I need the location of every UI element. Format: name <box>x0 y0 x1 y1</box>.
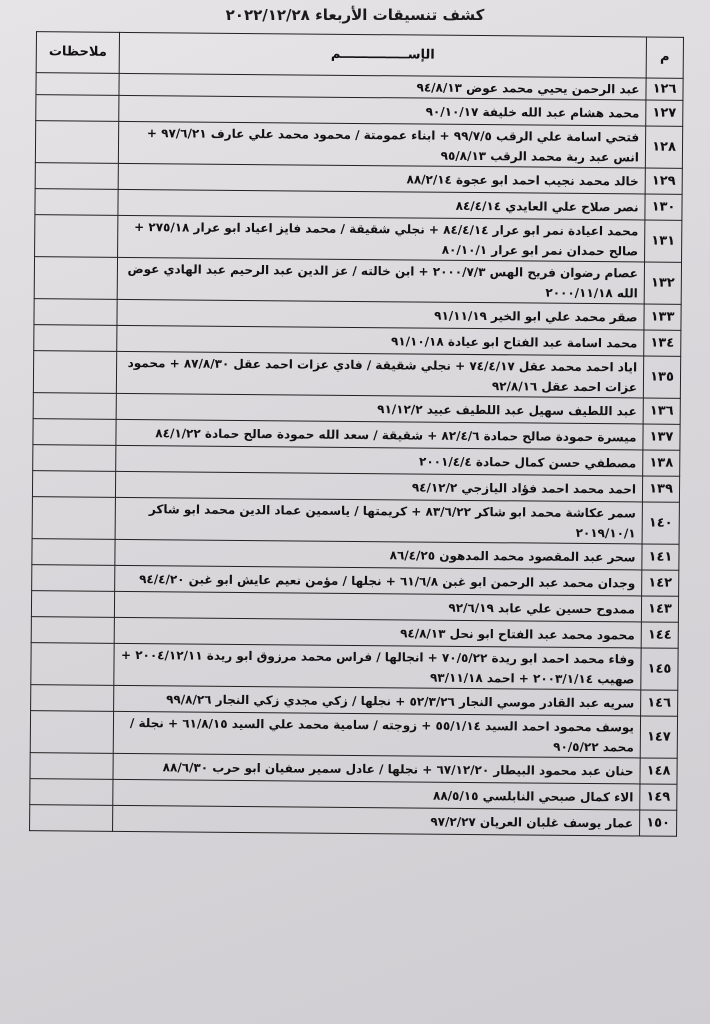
row-name: عبد اللطيف سهيل عبد اللطيف عبيد ٩١/١٢/٢ <box>116 393 643 424</box>
row-number: ١٤٣ <box>641 596 678 622</box>
row-name: نصر صلاح علي العايدي ٨٤/٤/١٤ <box>118 189 645 220</box>
row-notes <box>35 189 118 216</box>
table-row <box>35 121 682 169</box>
row-number: ١٣٦ <box>643 398 680 424</box>
row-notes <box>32 497 115 540</box>
row-number: ١٣٤ <box>644 330 681 356</box>
row-name: محمد هشام عبد الله خليفة ٩٠/١٠/١٧ <box>119 95 646 126</box>
table-row <box>34 257 681 305</box>
table-row <box>30 805 677 837</box>
row-notes <box>30 753 113 780</box>
row-number: ١٣٩ <box>642 476 679 502</box>
row-name: عصام رضوان فريح الهس ٢٠٠٠/٧/٣ + ابن خالته / عز الدين عبد الرحيم عبد الهادي عوض الله ٢٠٠٠/١١/١٨ <box>117 257 644 304</box>
row-notes <box>33 351 116 394</box>
row-name: وفاء محمد احمد ابو ريدة ٧٠/٥/٢٢ + انجالها / فراس محمد مرزوق ابو ريدة ٢٠٠٤/١٢/١١ + صهيب ٢٠٠٣/١/١٤ + احمد ٩٣/١١/١٨ <box>114 643 641 690</box>
row-number: ١٤٨ <box>640 758 677 784</box>
row-notes <box>33 445 116 472</box>
row-number: ١٣٥ <box>643 356 680 398</box>
row-notes <box>32 565 115 592</box>
row-notes <box>35 121 118 164</box>
row-notes <box>33 419 116 446</box>
row-number: ١٢٦ <box>646 78 683 100</box>
row-name: محمد اسامة عبد الفتاح ابو عيادة ٩١/١٠/١٨ <box>117 325 644 356</box>
row-name: صقر محمد علي ابو الخير ٩١/١١/١٩ <box>117 299 644 330</box>
row-number: ١٣٠ <box>645 194 682 220</box>
row-number: ١٣٨ <box>643 450 680 476</box>
row-number: ١٥٠ <box>640 810 677 836</box>
coordination-table <box>29 31 684 837</box>
row-number: ١٣١ <box>645 220 682 262</box>
row-number: ١٣٢ <box>644 262 681 304</box>
row-notes <box>35 215 118 258</box>
row-name: فتحي اسامة علي الرقب ٩٩/٧/٥ + ابناء عمومتة / محمود محمد علي عارف ٩٧/٦/٢١ + انس عبد ربة محمد الرقب ٩٥/٨/١٣ <box>118 121 645 168</box>
row-name: خالد محمد نجيب احمد ابو عجوة ٨٨/٢/١٤ <box>118 163 645 194</box>
row-number: ١٢٨ <box>645 126 682 168</box>
row-notes <box>31 617 114 644</box>
row-number: ١٤٧ <box>640 716 677 758</box>
row-number: ١٢٩ <box>645 168 682 194</box>
row-name: ميسرة حمودة صالح حمادة ٨٢/٤/٦ + شقيقة / سعد الله حمودة صالح حمادة ٨٤/١/٢٢ <box>116 419 643 450</box>
row-notes <box>31 643 114 686</box>
page-title: كشف تنسيقات الأربعاء ٢٠٢٢/١٢/٢٨ <box>225 6 485 24</box>
row-name: وجدان محمد عبد الرحمن ابو غبن ٦١/٦/٨ + نجلها / مؤمن نعيم عايش ابو غبن ٩٤/٤/٢٠ <box>115 565 642 596</box>
table-row <box>31 643 678 691</box>
row-name: سريه عبد القادر موسي النجار ٥٢/٣/٢٦ + نجلها / زكي مجدي زكي النجار ٩٩/٨/٢٦ <box>114 685 641 716</box>
row-notes <box>32 539 115 566</box>
table-row <box>32 497 679 545</box>
table-row <box>30 711 677 759</box>
row-notes <box>34 257 117 300</box>
row-name: مصطفي حسن كمال حمادة ٢٠٠١/٤/٤ <box>116 445 643 476</box>
row-notes <box>30 711 113 754</box>
row-name: سحر عبد المقصود محمد المدهون ٨٦/٤/٢٥ <box>115 539 642 570</box>
row-name: الاء كمال صبحي النابلسي ٨٨/٥/١٥ <box>113 779 640 810</box>
row-notes <box>30 779 113 806</box>
row-number: ١٤٤ <box>641 622 678 648</box>
header-name: الإســـــــــــــــم <box>119 32 646 78</box>
row-number: ١٣٧ <box>643 424 680 450</box>
table-header-row <box>36 32 683 79</box>
row-notes <box>31 591 114 618</box>
row-name: اياد احمد محمد عقل ٧٤/٤/١٧ + نجلي شقيقة / فادي عزات احمد عقل ٨٧/٨/٣٠ + محمود عزات احمد عقل ٩٢/٨/١٦ <box>116 351 643 398</box>
row-number: ١٤٦ <box>641 690 678 716</box>
row-name: عمار يوسف غلبان العريان ٩٧/٢/٢٧ <box>113 805 640 836</box>
row-name: عبد الرحمن يحيي محمد عوض ٩٤/٨/١٣ <box>119 73 646 100</box>
row-number: ١٤٢ <box>642 570 679 596</box>
header-notes: ملاحظات <box>36 32 119 74</box>
row-name: يوسف محمود احمد السيد ٥٥/١/١٤ + زوجته / سامية محمد علي السيد ٦١/٨/١٥ + نجلة / محمد ٩٠/٥/٢٢ <box>113 711 640 758</box>
row-name: ممدوح حسين علي عابد ٩٢/٦/١٩ <box>114 591 641 622</box>
row-notes <box>31 685 114 712</box>
row-notes <box>36 73 119 96</box>
header-number: م <box>646 37 683 78</box>
row-notes <box>33 393 116 420</box>
row-name: محمد اعيادة نمر ابو عرار ٨٤/٤/١٤ + نجلي شقيقة / محمد فايز اعياد ابو عرار ٢٧٥/١٨ + صالح حمدان نمر ابو عرار ٨٠/١٠/١ <box>118 215 645 262</box>
row-notes <box>34 325 117 352</box>
table-row <box>33 351 680 399</box>
row-number: ١٤٠ <box>642 502 679 544</box>
row-notes <box>34 299 117 326</box>
row-number: ١٤٩ <box>640 784 677 810</box>
row-notes <box>30 805 113 832</box>
row-notes <box>32 471 115 498</box>
row-number: ١٣٣ <box>644 304 681 330</box>
row-number: ١٤٥ <box>641 648 678 690</box>
row-name: احمد محمد احمد فؤاد اليازجي ٩٤/١٢/٢ <box>115 471 642 502</box>
row-name: سمر عكاشة محمد ابو شاكر ٨٣/٦/٢٢ + كريمتها / ياسمين عماد الدين محمد ابو شاكر ٢٠١٩/١٠/١ <box>115 497 642 544</box>
table-body <box>30 73 684 837</box>
row-name: محمود محمد عبد الفتاح ابو نحل ٩٤/٨/١٣ <box>114 617 641 648</box>
table-row <box>35 215 682 263</box>
row-number: ١٢٧ <box>646 100 683 126</box>
row-number: ١٤١ <box>642 544 679 570</box>
row-name: حنان عبد محمود البيطار ٦٧/١٢/٢٠ + نجلها / عادل سمير سفيان ابو حرب ٨٨/٦/٣٠ <box>113 753 640 784</box>
row-notes <box>35 163 118 190</box>
row-notes <box>36 95 119 122</box>
